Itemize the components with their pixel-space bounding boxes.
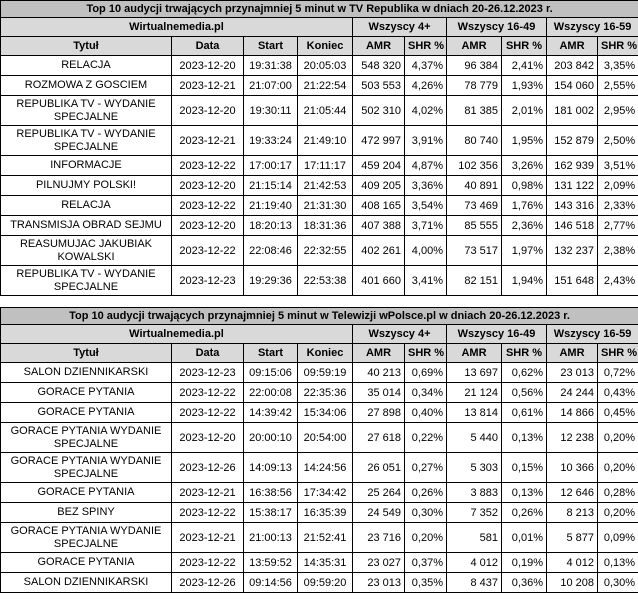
amr-cell: 73 517 bbox=[447, 236, 502, 266]
column-header: Start bbox=[244, 37, 298, 56]
start-cell: 13:59:52 bbox=[244, 553, 298, 573]
amr-cell: 25 264 bbox=[353, 483, 405, 503]
table-row bbox=[1, 573, 638, 593]
date-cell: 2023-12-20 bbox=[172, 176, 244, 196]
amr-cell: 152 879 bbox=[547, 126, 598, 156]
end-cell: 09:59:20 bbox=[298, 573, 353, 593]
start-cell: 19:30:11 bbox=[244, 96, 298, 126]
column-header: SHR % bbox=[405, 344, 447, 363]
end-cell: 21:49:10 bbox=[298, 126, 353, 156]
shr-cell: 2,41% bbox=[502, 56, 547, 76]
start-cell: 21:15:14 bbox=[244, 176, 298, 196]
start-cell: 16:38:56 bbox=[244, 483, 298, 503]
amr-cell: 5 440 bbox=[447, 423, 502, 453]
source-label: Wirtualnemedia.pl bbox=[1, 18, 353, 37]
shr-cell: 1,93% bbox=[502, 76, 547, 96]
date-cell: 2023-12-22 bbox=[172, 156, 244, 176]
amr-cell: 13 814 bbox=[447, 403, 502, 423]
amr-cell: 23 013 bbox=[353, 573, 405, 593]
column-header: Koniec bbox=[298, 37, 353, 56]
column-header: AMR bbox=[547, 37, 598, 56]
amr-cell: 408 165 bbox=[353, 196, 405, 216]
table-row bbox=[1, 553, 638, 573]
table-title: Top 10 audycji trwających przynajmniej 5 minut w TV Republika w dniach 20-26.12.2023 r. bbox=[1, 1, 638, 18]
column-header: Tytuł bbox=[1, 37, 172, 56]
shr-cell: 1,97% bbox=[502, 236, 547, 266]
end-cell: 17:34:42 bbox=[298, 483, 353, 503]
date-cell: 2023-12-22 bbox=[172, 383, 244, 403]
column-header: AMR bbox=[353, 344, 405, 363]
title-cell: REPUBLIKA TV - WYDANIE SPECJALNE bbox=[1, 266, 172, 296]
amr-cell: 132 237 bbox=[547, 236, 598, 266]
column-header: Start bbox=[244, 344, 298, 363]
table-row bbox=[1, 453, 638, 483]
table-row bbox=[1, 126, 638, 156]
shr-cell: 2,33% bbox=[598, 196, 638, 216]
title-cell: RELACJA bbox=[1, 196, 172, 216]
amr-cell: 23 027 bbox=[353, 553, 405, 573]
amr-cell: 502 310 bbox=[353, 96, 405, 126]
amr-cell: 5 877 bbox=[547, 523, 598, 553]
title-cell: TRANSMISJA OBRAD SEJMU bbox=[1, 216, 172, 236]
shr-cell: 0,98% bbox=[502, 176, 547, 196]
table-row bbox=[1, 76, 638, 96]
amr-cell: 4 012 bbox=[547, 553, 598, 573]
start-cell: 17:00:17 bbox=[244, 156, 298, 176]
amr-cell: 78 779 bbox=[447, 76, 502, 96]
amr-cell: 7 352 bbox=[447, 503, 502, 523]
end-cell: 22:53:38 bbox=[298, 266, 353, 296]
title-cell: REASUMUJAC JAKUBIAK KOWALSKI bbox=[1, 236, 172, 266]
shr-cell: 0,30% bbox=[405, 503, 447, 523]
title-cell: SALON DZIENNIKARSKI bbox=[1, 363, 172, 383]
table-row bbox=[1, 56, 638, 76]
date-cell: 2023-12-22 bbox=[172, 196, 244, 216]
shr-cell: 4,26% bbox=[405, 76, 447, 96]
shr-cell: 0,61% bbox=[502, 403, 547, 423]
amr-cell: 131 122 bbox=[547, 176, 598, 196]
shr-cell: 0,20% bbox=[598, 453, 638, 483]
shr-cell: 0,30% bbox=[598, 573, 638, 593]
end-cell: 09:59:19 bbox=[298, 363, 353, 383]
amr-cell: 409 205 bbox=[353, 176, 405, 196]
table-row bbox=[1, 96, 638, 126]
amr-cell: 21 124 bbox=[447, 383, 502, 403]
date-cell: 2023-12-21 bbox=[172, 76, 244, 96]
shr-cell: 3,54% bbox=[405, 196, 447, 216]
title-cell: GORACE PYTANIA WYDANIE SPECJALNE bbox=[1, 523, 172, 553]
amr-cell: 40 213 bbox=[353, 363, 405, 383]
table-row bbox=[1, 266, 638, 296]
table-body bbox=[1, 56, 638, 296]
column-header: AMR bbox=[447, 344, 502, 363]
title-cell: INFORMACJE bbox=[1, 156, 172, 176]
title-cell: GORACE PYTANIA bbox=[1, 403, 172, 423]
start-cell: 14:39:42 bbox=[244, 403, 298, 423]
ratings-table-wpolsce bbox=[0, 307, 638, 593]
shr-cell: 1,95% bbox=[502, 126, 547, 156]
shr-cell: 0,56% bbox=[502, 383, 547, 403]
shr-cell: 0,13% bbox=[598, 553, 638, 573]
shr-cell: 0,36% bbox=[502, 573, 547, 593]
table-row bbox=[1, 363, 638, 383]
amr-cell: 27 898 bbox=[353, 403, 405, 423]
shr-cell: 2,38% bbox=[598, 236, 638, 266]
title-cell: GORACE PYTANIA WYDANIE SPECJALNE bbox=[1, 423, 172, 453]
shr-cell: 0,26% bbox=[405, 483, 447, 503]
shr-cell: 0,13% bbox=[502, 483, 547, 503]
amr-cell: 85 555 bbox=[447, 216, 502, 236]
date-cell: 2023-12-20 bbox=[172, 96, 244, 126]
column-header: Data bbox=[172, 37, 244, 56]
shr-cell: 3,91% bbox=[405, 126, 447, 156]
amr-cell: 23 716 bbox=[353, 523, 405, 553]
amr-cell: 162 939 bbox=[547, 156, 598, 176]
column-header: SHR % bbox=[598, 344, 638, 363]
end-cell: 18:31:36 bbox=[298, 216, 353, 236]
amr-cell: 503 553 bbox=[353, 76, 405, 96]
amr-cell: 35 014 bbox=[353, 383, 405, 403]
amr-cell: 459 204 bbox=[353, 156, 405, 176]
shr-cell: 3,35% bbox=[598, 56, 638, 76]
table-row bbox=[1, 216, 638, 236]
group-header: Wszyscy 16-49 bbox=[447, 325, 547, 344]
start-cell: 09:14:56 bbox=[244, 573, 298, 593]
title-cell: BEZ SPINY bbox=[1, 503, 172, 523]
amr-cell: 548 320 bbox=[353, 56, 405, 76]
amr-cell: 151 648 bbox=[547, 266, 598, 296]
shr-cell: 0,20% bbox=[598, 423, 638, 453]
table-row bbox=[1, 403, 638, 423]
date-cell: 2023-12-26 bbox=[172, 453, 244, 483]
group-header: Wszyscy 4+ bbox=[353, 18, 447, 37]
table-row bbox=[1, 196, 638, 216]
shr-cell: 2,43% bbox=[598, 266, 638, 296]
shr-cell: 0,62% bbox=[502, 363, 547, 383]
amr-cell: 73 469 bbox=[447, 196, 502, 216]
amr-cell: 10 366 bbox=[547, 453, 598, 483]
end-cell: 21:05:44 bbox=[298, 96, 353, 126]
group-header: Wszyscy 16-49 bbox=[447, 18, 547, 37]
end-cell: 17:11:17 bbox=[298, 156, 353, 176]
start-cell: 22:00:08 bbox=[244, 383, 298, 403]
amr-cell: 26 051 bbox=[353, 453, 405, 483]
amr-cell: 3 883 bbox=[447, 483, 502, 503]
amr-cell: 10 208 bbox=[547, 573, 598, 593]
end-cell: 22:35:36 bbox=[298, 383, 353, 403]
amr-cell: 14 866 bbox=[547, 403, 598, 423]
amr-cell: 96 384 bbox=[447, 56, 502, 76]
date-cell: 2023-12-23 bbox=[172, 363, 244, 383]
title-cell: RELACJA bbox=[1, 56, 172, 76]
amr-cell: 8 213 bbox=[547, 503, 598, 523]
group-header: Wszyscy 16-59 bbox=[547, 18, 638, 37]
column-header-row bbox=[1, 344, 638, 363]
end-cell: 20:05:03 bbox=[298, 56, 353, 76]
end-cell: 21:31:30 bbox=[298, 196, 353, 216]
date-cell: 2023-12-20 bbox=[172, 56, 244, 76]
shr-cell: 0,22% bbox=[405, 423, 447, 453]
shr-cell: 0,26% bbox=[502, 503, 547, 523]
amr-cell: 402 261 bbox=[353, 236, 405, 266]
shr-cell: 0,19% bbox=[502, 553, 547, 573]
start-cell: 19:31:38 bbox=[244, 56, 298, 76]
column-header: Koniec bbox=[298, 344, 353, 363]
start-cell: 21:00:13 bbox=[244, 523, 298, 553]
shr-cell: 1,94% bbox=[502, 266, 547, 296]
date-cell: 2023-12-21 bbox=[172, 126, 244, 156]
shr-cell: 4,37% bbox=[405, 56, 447, 76]
amr-cell: 472 997 bbox=[353, 126, 405, 156]
start-cell: 09:15:06 bbox=[244, 363, 298, 383]
title-cell: ROZMOWA Z GOSCIEM bbox=[1, 76, 172, 96]
group-header: Wszyscy 16-59 bbox=[547, 325, 638, 344]
amr-cell: 81 385 bbox=[447, 96, 502, 126]
table-row bbox=[1, 176, 638, 196]
end-cell: 14:35:31 bbox=[298, 553, 353, 573]
start-cell: 21:07:00 bbox=[244, 76, 298, 96]
title-cell: GORACE PYTANIA WYDANIE SPECJALNE bbox=[1, 453, 172, 483]
shr-cell: 0,72% bbox=[598, 363, 638, 383]
end-cell: 22:32:55 bbox=[298, 236, 353, 266]
table-row bbox=[1, 236, 638, 266]
start-cell: 19:29:36 bbox=[244, 266, 298, 296]
amr-cell: 12 238 bbox=[547, 423, 598, 453]
column-header: AMR bbox=[447, 37, 502, 56]
shr-cell: 2,95% bbox=[598, 96, 638, 126]
start-cell: 15:38:17 bbox=[244, 503, 298, 523]
shr-cell: 2,55% bbox=[598, 76, 638, 96]
amr-cell: 102 356 bbox=[447, 156, 502, 176]
date-cell: 2023-12-22 bbox=[172, 553, 244, 573]
amr-cell: 154 060 bbox=[547, 76, 598, 96]
shr-cell: 2,36% bbox=[502, 216, 547, 236]
shr-cell: 0,34% bbox=[405, 383, 447, 403]
shr-cell: 3,71% bbox=[405, 216, 447, 236]
shr-cell: 0,27% bbox=[405, 453, 447, 483]
amr-cell: 143 316 bbox=[547, 196, 598, 216]
end-cell: 21:22:54 bbox=[298, 76, 353, 96]
amr-cell: 407 388 bbox=[353, 216, 405, 236]
date-cell: 2023-12-20 bbox=[172, 423, 244, 453]
date-cell: 2023-12-23 bbox=[172, 266, 244, 296]
amr-cell: 23 013 bbox=[547, 363, 598, 383]
amr-cell: 4 012 bbox=[447, 553, 502, 573]
table-row bbox=[1, 156, 638, 176]
start-cell: 14:09:13 bbox=[244, 453, 298, 483]
amr-cell: 581 bbox=[447, 523, 502, 553]
start-cell: 18:20:13 bbox=[244, 216, 298, 236]
end-cell: 21:52:41 bbox=[298, 523, 353, 553]
date-cell: 2023-12-26 bbox=[172, 573, 244, 593]
date-cell: 2023-12-22 bbox=[172, 403, 244, 423]
column-header: SHR % bbox=[502, 37, 547, 56]
shr-cell: 0,13% bbox=[502, 423, 547, 453]
end-cell: 21:42:53 bbox=[298, 176, 353, 196]
shr-cell: 0,20% bbox=[405, 523, 447, 553]
start-cell: 19:33:24 bbox=[244, 126, 298, 156]
shr-cell: 3,41% bbox=[405, 266, 447, 296]
shr-cell: 0,45% bbox=[598, 403, 638, 423]
shr-cell: 2,09% bbox=[598, 176, 638, 196]
date-cell: 2023-12-22 bbox=[172, 503, 244, 523]
shr-cell: 0,20% bbox=[598, 503, 638, 523]
source-label: Wirtualnemedia.pl bbox=[1, 325, 353, 344]
shr-cell: 0,40% bbox=[405, 403, 447, 423]
amr-cell: 40 891 bbox=[447, 176, 502, 196]
amr-cell: 5 303 bbox=[447, 453, 502, 483]
title-cell: GORACE PYTANIA bbox=[1, 553, 172, 573]
group-header: Wszyscy 4+ bbox=[353, 325, 447, 344]
amr-cell: 82 151 bbox=[447, 266, 502, 296]
shr-cell: 3,26% bbox=[502, 156, 547, 176]
start-cell: 21:19:40 bbox=[244, 196, 298, 216]
title-cell: REPUBLIKA TV - WYDANIE SPECJALNE bbox=[1, 126, 172, 156]
column-header: SHR % bbox=[598, 37, 638, 56]
end-cell: 14:24:56 bbox=[298, 453, 353, 483]
table-row bbox=[1, 383, 638, 403]
title-cell: GORACE PYTANIA bbox=[1, 383, 172, 403]
table-row bbox=[1, 483, 638, 503]
table-row bbox=[1, 423, 638, 453]
amr-cell: 24 244 bbox=[547, 383, 598, 403]
column-header: AMR bbox=[547, 344, 598, 363]
column-header: Tytuł bbox=[1, 344, 172, 363]
amr-cell: 8 437 bbox=[447, 573, 502, 593]
start-cell: 22:08:46 bbox=[244, 236, 298, 266]
shr-cell: 3,51% bbox=[598, 156, 638, 176]
shr-cell: 0,43% bbox=[598, 383, 638, 403]
shr-cell: 4,00% bbox=[405, 236, 447, 266]
shr-cell: 4,02% bbox=[405, 96, 447, 126]
date-cell: 2023-12-21 bbox=[172, 523, 244, 553]
shr-cell: 0,37% bbox=[405, 553, 447, 573]
shr-cell: 0,69% bbox=[405, 363, 447, 383]
date-cell: 2023-12-22 bbox=[172, 236, 244, 266]
table-gap bbox=[0, 296, 638, 307]
shr-cell: 2,01% bbox=[502, 96, 547, 126]
date-cell: 2023-12-20 bbox=[172, 216, 244, 236]
table-row bbox=[1, 503, 638, 523]
end-cell: 20:54:00 bbox=[298, 423, 353, 453]
shr-cell: 0,01% bbox=[502, 523, 547, 553]
shr-cell: 1,76% bbox=[502, 196, 547, 216]
title-cell: REPUBLIKA TV - WYDANIE SPECJALNE bbox=[1, 96, 172, 126]
table-row bbox=[1, 523, 638, 553]
table-body bbox=[1, 363, 638, 593]
amr-cell: 203 842 bbox=[547, 56, 598, 76]
column-header: AMR bbox=[353, 37, 405, 56]
shr-cell: 0,28% bbox=[598, 483, 638, 503]
column-header: SHR % bbox=[502, 344, 547, 363]
shr-cell: 0,35% bbox=[405, 573, 447, 593]
title-cell: PILNUJMY POLSKI! bbox=[1, 176, 172, 196]
amr-cell: 12 646 bbox=[547, 483, 598, 503]
end-cell: 16:35:39 bbox=[298, 503, 353, 523]
amr-cell: 27 618 bbox=[353, 423, 405, 453]
amr-cell: 146 518 bbox=[547, 216, 598, 236]
amr-cell: 181 002 bbox=[547, 96, 598, 126]
column-header: Data bbox=[172, 344, 244, 363]
shr-cell: 4,87% bbox=[405, 156, 447, 176]
end-cell: 15:34:06 bbox=[298, 403, 353, 423]
date-cell: 2023-12-21 bbox=[172, 483, 244, 503]
shr-cell: 2,77% bbox=[598, 216, 638, 236]
amr-cell: 24 549 bbox=[353, 503, 405, 523]
column-header-row bbox=[1, 37, 638, 56]
amr-cell: 401 660 bbox=[353, 266, 405, 296]
column-header: SHR % bbox=[405, 37, 447, 56]
start-cell: 20:00:10 bbox=[244, 423, 298, 453]
amr-cell: 13 697 bbox=[447, 363, 502, 383]
title-cell: SALON DZIENNIKARSKI bbox=[1, 573, 172, 593]
shr-cell: 2,50% bbox=[598, 126, 638, 156]
shr-cell: 0,15% bbox=[502, 453, 547, 483]
amr-cell: 80 740 bbox=[447, 126, 502, 156]
table-title: Top 10 audycji trwających przynajmniej 5 minut w Telewizji wPolsce.pl w dniach 20-26.12.2023 r. bbox=[1, 308, 638, 325]
title-cell: GORACE PYTANIA bbox=[1, 483, 172, 503]
ratings-table-republika bbox=[0, 0, 638, 296]
shr-cell: 3,36% bbox=[405, 176, 447, 196]
shr-cell: 0,09% bbox=[598, 523, 638, 553]
